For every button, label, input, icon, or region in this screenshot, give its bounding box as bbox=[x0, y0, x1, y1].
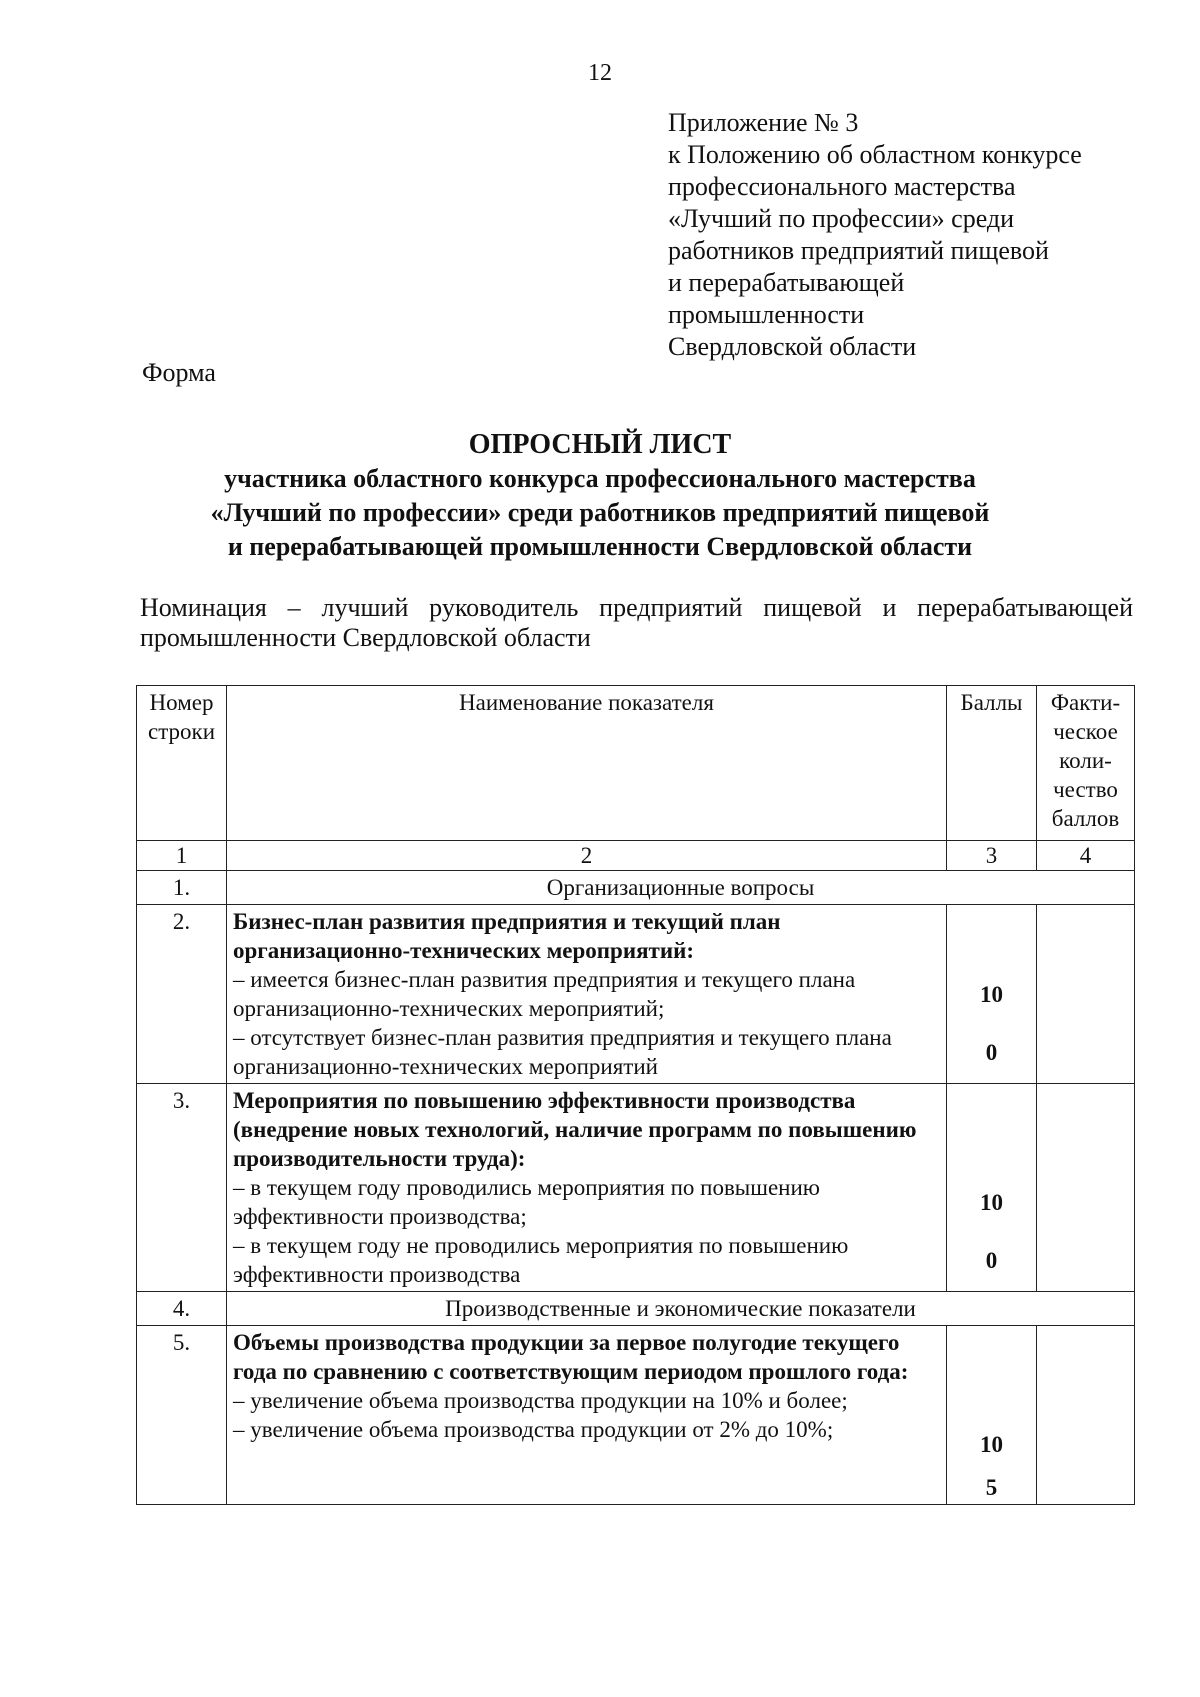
form-label: Форма bbox=[142, 358, 216, 387]
indicator-cell bbox=[227, 1084, 947, 1292]
actual-score-cell bbox=[1037, 1326, 1135, 1505]
row-number: 2. bbox=[137, 905, 227, 1084]
score-value: 10 bbox=[980, 981, 1003, 1007]
row-number: 3. bbox=[137, 1084, 227, 1292]
nomination-text: Номинация – лучший руководитель предприятий пищевой и перерабатывающей промышленности Свердловской области bbox=[140, 593, 1133, 652]
appendix-line: Приложение № 3 bbox=[668, 108, 859, 137]
page-number: 12 bbox=[588, 60, 612, 86]
indicator-option: – в текущем году не проводились мероприятия по повышению эффективности производства bbox=[233, 1233, 849, 1287]
column-index: 4 bbox=[1037, 841, 1135, 871]
score-value: 5 bbox=[985, 1475, 998, 1500]
appendix-line: работников предприятий пищевой bbox=[668, 236, 1049, 265]
header-name: Наименование показателя bbox=[227, 686, 947, 841]
indicator-heading: Мероприятия по повышению эффективности производства (внедрение новых технологий, наличие программ по повышению производительности труда): bbox=[233, 1088, 917, 1171]
actual-score-cell bbox=[1037, 905, 1135, 1084]
table-row bbox=[137, 871, 1135, 905]
section-title: Организационные вопросы bbox=[227, 871, 1135, 905]
questionnaire-table bbox=[136, 685, 1135, 1505]
column-index: 2 bbox=[227, 841, 947, 871]
score-value: 10 bbox=[980, 1431, 1003, 1457]
appendix-line: к Положению об областном конкурсе bbox=[668, 140, 1082, 169]
appendix-line: и перерабатывающей bbox=[668, 268, 905, 297]
header-num: Номер строки bbox=[137, 686, 227, 841]
row-number: 1. bbox=[137, 871, 227, 905]
row-number: 5. bbox=[137, 1326, 227, 1505]
indicator-cell bbox=[227, 1326, 947, 1505]
header-actual: Факти-ческое коли-чество баллов bbox=[1037, 686, 1135, 841]
score-cell bbox=[947, 1084, 1037, 1292]
title-line: «Лучший по профессии» среди работников предприятий пищевой bbox=[210, 498, 990, 527]
row-number: 4. bbox=[137, 1292, 227, 1326]
actual-score-cell bbox=[1037, 1084, 1135, 1292]
indicator-option: – отсутствует бизнес-план развития предприятия и текущего плана организационно-технических мероприятий bbox=[233, 1025, 892, 1079]
table-row bbox=[137, 1326, 1135, 1505]
indicator-option: – в текущем году проводились мероприятия по повышению эффективности производства; bbox=[233, 1175, 820, 1229]
score-value: 0 bbox=[985, 1039, 998, 1065]
header-row bbox=[137, 686, 1135, 841]
section-title: Производственные и экономические показатели bbox=[227, 1292, 1135, 1326]
title-main: ОПРОСНЫЙ ЛИСТ bbox=[468, 429, 732, 460]
column-index-row bbox=[137, 841, 1135, 871]
score-cell bbox=[947, 1326, 1037, 1505]
indicator-heading: Объемы производства продукции за первое полугодие текущего года по сравнению с соответствующим периодом прошлого года: bbox=[233, 1330, 909, 1384]
appendix-line: профессионального мастерства bbox=[668, 172, 1016, 201]
document-title bbox=[140, 428, 1060, 564]
appendix-line: «Лучший по профессии» среди bbox=[668, 204, 1015, 233]
indicator-option: – имеется бизнес-план развития предприятия и текущего плана организационно-технических мероприятий; bbox=[233, 967, 856, 1021]
column-index: 3 bbox=[947, 841, 1037, 871]
indicator-cell bbox=[227, 905, 947, 1084]
column-index: 1 bbox=[137, 841, 227, 871]
header-score: Баллы bbox=[947, 686, 1037, 841]
table-row bbox=[137, 905, 1135, 1084]
score-value: 0 bbox=[985, 1247, 998, 1273]
appendix-line: промышленности bbox=[668, 300, 865, 329]
title-line: и перерабатывающей промышленности Свердловской области bbox=[227, 532, 973, 561]
appendix-block bbox=[668, 107, 1082, 363]
score-cell bbox=[947, 905, 1037, 1084]
table-row bbox=[137, 1084, 1135, 1292]
indicator-heading: Бизнес-план развития предприятия и текущий план организационно-технических мероприятий: bbox=[233, 909, 781, 963]
indicator-option: – увеличение объема производства продукции от 2% до 10%; bbox=[233, 1417, 834, 1442]
title-line: участника областного конкурса профессионального мастерства bbox=[224, 464, 976, 493]
appendix-line: Свердловской области bbox=[668, 332, 917, 361]
score-value: 10 bbox=[980, 1189, 1003, 1215]
table-row bbox=[137, 1292, 1135, 1326]
indicator-option: – увеличение объема производства продукции на 10% и более; bbox=[233, 1388, 848, 1413]
